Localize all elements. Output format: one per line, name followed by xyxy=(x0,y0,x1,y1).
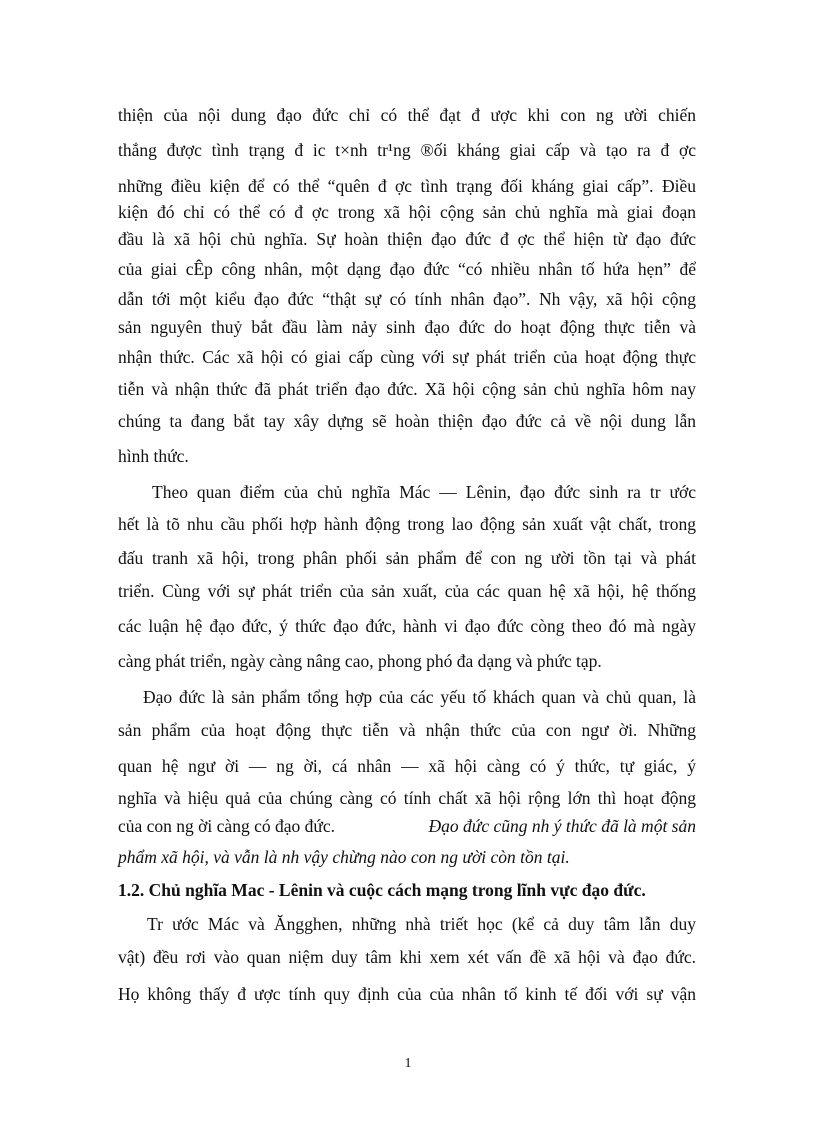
text-line: tiễn và nhận thức đã phát triển đạo đức. Xã hội cộng sản chủ nghĩa hôm nay xyxy=(118,379,696,399)
section-heading: 1.2. Chủ nghĩa Mac - Lênin và cuộc cách mạng trong lĩnh vực đạo đức. xyxy=(118,880,646,900)
text-line: của giai cÊp công nhân, một dạng đạo đức “có nhiều nhân tố hứa hẹn” để xyxy=(118,259,696,279)
italic-line: phẩm xã hội, và vẫn là nh vậy chừng nào con ng ười còn tồn tại. xyxy=(118,847,570,867)
paragraph-first-line: Tr ước Mác và Ăngghen, những nhà triết học (kể cả duy tâm lẫn duy xyxy=(147,914,696,934)
text-line: dẫn tới một kiểu đạo đức “thật sự có tính nhân đạo”. Nh vậy, xã hội cộng xyxy=(118,289,696,309)
text-line: sản nguyên thuỷ bắt đầu làm nảy sinh đạo đức do hoạt động thực tiễn và xyxy=(118,317,696,337)
paragraph-first-line: Theo quan điểm của chủ nghĩa Mác — Lênin, đạo đức sinh ra tr ước xyxy=(152,482,696,502)
text-line: triển. Cùng với sự phát triển của sản xuất, của các quan hệ xã hội, hệ thống xyxy=(118,581,696,601)
text-line: vật) đều rơi vào quan niệm duy tâm khi xem xét vấn đề xã hội và đạo đức. xyxy=(118,947,696,967)
text-line: nhận thức. Các xã hội có giai cấp cùng với sự phát triển của hoạt động thực xyxy=(118,347,696,367)
text-line: các luận hệ đạo đức, ý thức đạo đức, hành vi đạo đức còng theo đó mà ngày xyxy=(118,616,696,636)
text-line: chúng ta đang bắt tay xây dựng sẽ hoàn thiện đạo đức cả về nội dung lẫn xyxy=(118,411,696,431)
text-line: kiện đó chỉ có thể có đ ợc trong xã hội cộng sản chủ nghĩa mà giai đoạn xyxy=(118,202,696,222)
text-line: những điều kiện để có thể “quên đ ợc tình trạng đối kháng giai cấp”. Điều xyxy=(118,176,696,196)
text-line: Họ không thấy đ ược tính quy định của của nhân tố kinh tế đối với sự vận xyxy=(118,984,696,1004)
text-segment: của con ng ời càng có đạo đức. xyxy=(118,816,335,836)
page-number: 1 xyxy=(404,1056,412,1071)
text-line: hết là tõ nhu cầu phối hợp hành động trong lao động sản xuất vật chất, trong xyxy=(118,514,696,534)
paragraph-first-line: Đạo đức là sản phẩm tổng hợp của các yếu tố khách quan và chủ quan, là xyxy=(143,687,696,707)
italic-segment: Đạo đức cũng nh ý thức đã là một sản xyxy=(428,816,696,836)
text-line: đầu là xã hội chủ nghĩa. Sự hoàn thiện đạo đức đ ợc thể hiện từ đạo đức xyxy=(118,229,696,249)
text-line: đấu tranh xã hội, trong phân phối sản phẩm để con ng ười tồn tại và phát xyxy=(118,548,696,568)
text-line: sản phẩm của hoạt động thực tiễn và nhận thức của con ngư ời. Những xyxy=(118,720,696,740)
text-line-mixed xyxy=(118,815,696,837)
text-line: quan hệ ngư ời — ng ời, cá nhân — xã hội càng có ý thức, tự giác, ý xyxy=(118,756,696,776)
text-line: hình thức. xyxy=(118,446,189,466)
text-line: càng phát triển, ngày càng nâng cao, phong phó đa dạng và phức tạp. xyxy=(118,651,602,671)
text-line: thắng được tình trạng đ ic t×nh tr¹ng ®ối kháng giai cấp và tạo ra đ ợc xyxy=(118,140,696,160)
text-line: nghĩa và hiệu quả của chúng càng có tính chất xã hội rộng lớn thì hoạt động xyxy=(118,788,696,808)
text-line: thiện của nội dung đạo đức chỉ có thể đạt đ ược khi con ng ười chiến xyxy=(118,105,696,125)
